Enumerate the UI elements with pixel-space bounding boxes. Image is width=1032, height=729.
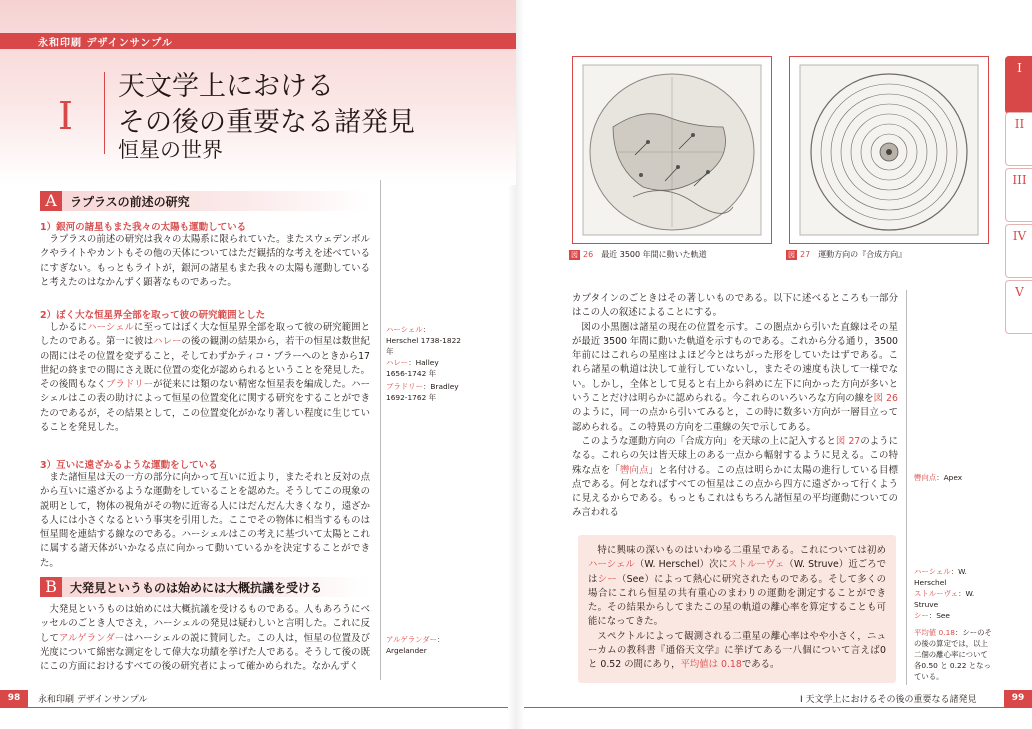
note-double-star-names: ハーシェル：W. Herschel ストルーヴェ：W. Struve シー：See xyxy=(914,567,975,620)
paragraph-3 xyxy=(40,471,370,571)
paragraph-1-text: ラプラスの前述の研究は我々の太陽系に限られていた。またスウェデンボルクやライトやカントもその他の天体についてはただ観括的な考えを述べているにすぎない。もっともライトが，銀河の諸星もまた我々の太陽も運動していると考えたのはなかんずく顕著なものであった。 xyxy=(40,234,370,288)
double-star-text: 特に興味の深いものはいわゆる二重星である。これについては初めハーシェル（W. Herschel）次にストルーヴェ（W. Struve）近ごろではシー（See）によって熱心に研究されたものである。そして多くの場合にこれら恒星の共有重心のまわりの運動を測定することができた。その結果からしてまたこの星の軌道の離心率を算定することも可能になってきた。 スペクトルによって観測される二重星の離心率はやや小さく，ニューカムの教科書『通俗天文学』に挙げてある一八個について言えば0 と 0.52 の間にあり，平均値は 0.18である。 xyxy=(588,545,886,671)
chapter-title-line1: 天文学上における xyxy=(118,71,334,102)
right-footer-text: I 天文学上におけるその後の重要なる諸発見 xyxy=(800,695,977,705)
figure-26-caption: 図 26 最近 3500 年間に動いた軌道 xyxy=(571,250,707,259)
header-band xyxy=(0,33,516,49)
subsection-3-title: 3）互いに遠ざかるような運動をしている xyxy=(40,460,218,471)
figure-26-number: 26 xyxy=(583,250,594,259)
section-b-badge: B xyxy=(40,577,62,597)
note-argelander: アルゲランダー：Argelander xyxy=(386,635,445,655)
chapter-tab-3[interactable]: III xyxy=(1005,168,1032,222)
term-bradley: ブラドリー xyxy=(106,379,154,391)
right-paragraph-3: このような運動方向の「合成方向」を天球の上に記入すると図 27のようになる。これらの矢は皆天球上のある一点から輻射するように見える。この特殊な点を「轡向点」と名付ける。この点は明らかに太陽の進行している目標点である。何となればすべての恒星はこの点から四方に遠ざかって行くように見えるからである。もっともこれはもちろん諸恒星の平均運動についてのみ言われる xyxy=(572,435,898,519)
section-a-heading xyxy=(40,191,370,211)
figure-27-number: 27 xyxy=(800,250,811,259)
chapter-subtitle: 恒星の世界 xyxy=(118,138,223,162)
figure-27-caption: 図 27 運動方向の『合成方向』 xyxy=(788,250,907,259)
section-a-title: ラプラスの前述の研究 xyxy=(70,195,190,209)
subsection-2-title: 2）ぼく大な恒星界全部を取って彼の研究範囲とした xyxy=(40,310,266,321)
left-sidenote-rule xyxy=(380,180,381,680)
note-average: 平均値 0.18：シーのその後の算定では，以上二個の離心率について各0.50 と 0.22 となっている。 xyxy=(914,628,992,681)
left-page-number: 98 xyxy=(0,690,28,707)
chapter-tab-1[interactable]: I xyxy=(1005,56,1032,114)
figure-26-frame xyxy=(572,56,772,244)
chapter-divider xyxy=(104,72,105,154)
figure-27-illustration xyxy=(790,57,988,243)
term-herschel: ハーシェル xyxy=(87,322,135,333)
ref-figure-26: 図 26 xyxy=(873,393,898,405)
subsection-1-title: 1）銀河の諸星もまた我々の太陽も運動している xyxy=(40,222,247,233)
section-a-badge: A xyxy=(40,191,62,211)
chapter-tab-5[interactable]: V xyxy=(1005,280,1032,334)
chapter-title-line2: その後の重要なる諸発見 xyxy=(118,107,415,138)
figure-26-tag: 図 xyxy=(571,251,578,259)
right-paragraphs xyxy=(572,292,898,521)
term-halley: ハレー xyxy=(153,336,182,348)
paragraph-3-text: また諸恒星は天の一方の部分に向かって互いに近より，またそれと反対の点から互いに遠ざかるような運動をしていることを認めた。そうしてこの現象の説明として，物体の視角がその物に近寄る人にはだんだん大きくなり，遠ざかる人には小さくなるという事実を引用した。ここでその物体に相当するものは恒星間を連結する線なのである。ハーシェルはこの考えに基づいて太陽とこれに属する諸天体がいかなる点に向かって動いているかを決定することができた。 xyxy=(40,472,370,569)
chapter-tab-2[interactable]: II xyxy=(1005,112,1032,166)
section-b-title: 大発見というものは始めには大概抗議を受ける xyxy=(70,581,323,595)
chapter-tab-4[interactable]: IV xyxy=(1005,224,1032,278)
figure-26-illustration xyxy=(573,57,771,243)
term-average: 平均値は 0.18 xyxy=(680,659,742,671)
left-footer-line xyxy=(0,707,508,708)
term-apex: 轡向点 xyxy=(619,464,649,476)
section-b-heading xyxy=(40,577,370,597)
note-bradley: ブラドリー：Bradley 1692-1762 年 xyxy=(386,382,459,402)
ref-figure-27: 図 27 xyxy=(835,435,861,447)
note-herschel: ハーシェル：Herschel 1738-1822 年 ハレー：Halley 1656-1742 年 xyxy=(386,325,461,378)
right-footer-line xyxy=(524,707,1032,708)
right-sidenote-rule xyxy=(906,290,907,685)
left-footer-text: 永和印刷 デザインサンプル xyxy=(38,695,148,705)
right-page-number: 99 xyxy=(1004,690,1032,707)
right-paragraph-1: カプタインのごときはその著しいものである。以下に述べるところも一部分はこの人の叙述によることにする。 xyxy=(572,293,898,319)
note-apex: 轡向点：Apex xyxy=(914,473,963,482)
chapter-number: I xyxy=(58,94,74,138)
figure-27-frame xyxy=(789,56,989,244)
paragraph-4: 大発見というものは始めには大概抗議を受けるものである。人もあろうにベッセルのごとき人でさえ，ハーシェルの発見は疑わしいと言明した。これに反してアルゲランダーはハーシェルの説に賛同した。この人は，恒星の位置及び光度について綿密な測定をして偉大な功績を挙げた人である。そうして後の既にこの方面におけるすべての後の研究者によって確かめられた。なかんずく xyxy=(40,604,370,673)
term-argelander: アルゲランダー xyxy=(58,632,125,644)
figure-27-tag: 図 xyxy=(788,251,795,259)
paragraph-2: しかるにハーシェルに至ってはぼく大な恒星界全部を取って彼の研究範囲としたのである。第一に彼はハレーの後の観測の結果から，若干の恒星は数世紀の間にはその位置を変ずること，そしてわずかティコ・ブラーへのときから17 世紀の終までの間にさえ既に位置の変化が認められるということを発見した。その後間もなくブラドリーが従来には類のない精密な恒星表を編成した。ハーシェルはこの表の助けによって恒星の位置変化に関する研究をすることができたのであるが，その結果として，この位置変化がかなり著しい程度に生じていることを発見した。 xyxy=(40,322,370,434)
header-band-text: 永和印刷 デザインサンプル xyxy=(38,38,173,49)
paragraph-1 xyxy=(40,233,370,290)
right-paragraph-2: 図の小黒圏は諸星の現在の位置を示す。この圏点から引いた直線はその星が最近 3500 年間に動いた軌道を示すものである。これから分る通り，3500 年前にはこれらの星座はよほど今とはちがった形をしていたはずである。これら諸星の軌道は決して並行していないし，またその速度も決して一様でない。しかし，全体として見ると右上から斜めに左下に向かった方向が多いということだけは明らかに認められる。今これらのいろいろな方向の線を図 26のように，同一の点から引いてみると，この時に数多い方向が一層目立って認められる。この特異の方向を二重線の矢で示してある。 xyxy=(572,321,898,433)
